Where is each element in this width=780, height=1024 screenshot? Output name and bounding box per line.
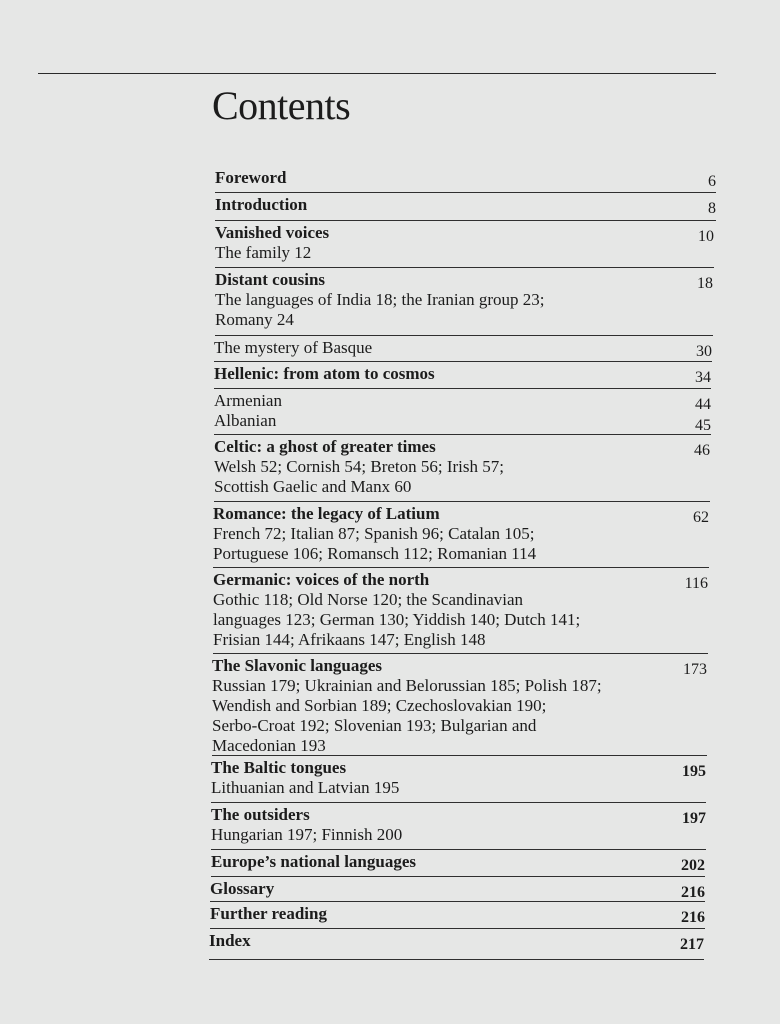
toc-entry bbox=[215, 268, 713, 336]
toc-subentries: The family 12 bbox=[215, 243, 312, 262]
toc-subentries: Welsh 52; Cornish 54; Breton 56; Irish 57; bbox=[214, 457, 504, 476]
page-number: 34 bbox=[695, 369, 711, 386]
toc-entry bbox=[215, 193, 716, 221]
toc-entry bbox=[210, 902, 705, 929]
page-number: 116 bbox=[684, 575, 708, 592]
toc-entry bbox=[211, 850, 705, 877]
toc-heading: Further reading bbox=[210, 904, 327, 923]
toc-entry bbox=[212, 654, 707, 756]
page-number: 197 bbox=[682, 810, 706, 827]
toc-heading: The outsiders bbox=[211, 805, 310, 824]
page-number: 195 bbox=[682, 763, 706, 780]
toc-heading: Europe’s national languages bbox=[211, 852, 416, 871]
toc-subentries: Romany 24 bbox=[215, 310, 294, 329]
toc-entry bbox=[214, 362, 711, 389]
toc-entry bbox=[214, 336, 712, 362]
toc-subentries: The mystery of Basque bbox=[214, 338, 373, 357]
page-number: 45 bbox=[695, 417, 711, 434]
top-rule bbox=[38, 73, 716, 74]
toc-heading: Introduction bbox=[215, 195, 308, 214]
page-number: 173 bbox=[683, 661, 707, 678]
toc-subentries: Lithuanian and Latvian 195 bbox=[211, 778, 400, 797]
page-title: Contents bbox=[212, 83, 351, 128]
page-number: 8 bbox=[708, 200, 716, 217]
toc-subentries: Russian 179; Ukrainian and Belorussian 185; Polish 187; bbox=[212, 676, 602, 695]
toc-heading: Germanic: voices of the north bbox=[213, 570, 430, 589]
toc-subentries: Serbo-Croat 192; Slovenian 193; Bulgarian and bbox=[212, 716, 537, 735]
toc-entry bbox=[213, 502, 709, 568]
toc-subentries: Wendish and Sorbian 189; Czechoslovakian 190; bbox=[212, 696, 547, 715]
page-number: 46 bbox=[694, 442, 710, 459]
page-number: 216 bbox=[681, 884, 705, 901]
toc-entry bbox=[210, 877, 705, 902]
toc-entry bbox=[215, 166, 716, 193]
page-number: 6 bbox=[708, 173, 716, 190]
toc-entry bbox=[213, 568, 708, 654]
toc-entry bbox=[211, 756, 706, 803]
toc-heading: Romance: the legacy of Latium bbox=[213, 504, 440, 523]
page-number: 10 bbox=[698, 228, 714, 245]
toc-entry bbox=[214, 435, 710, 502]
page-number: 62 bbox=[693, 509, 709, 526]
toc-heading: Foreword bbox=[215, 168, 287, 187]
toc-subentries: Macedonian 193 bbox=[212, 736, 326, 755]
toc-heading: Vanished voices bbox=[215, 223, 330, 242]
toc-heading: The Slavonic languages bbox=[212, 656, 383, 675]
toc-entry bbox=[209, 929, 704, 960]
page-number: 217 bbox=[680, 936, 704, 953]
toc-entry bbox=[215, 221, 714, 268]
toc-entry bbox=[211, 803, 706, 850]
toc-subentries: Portuguese 106; Romansch 112; Romanian 114 bbox=[213, 544, 537, 563]
page-number: 202 bbox=[681, 857, 705, 874]
toc-subentries: Armenian bbox=[214, 391, 282, 410]
toc-subentries: languages 123; German 130; Yiddish 140; Dutch 141; bbox=[213, 610, 581, 629]
page-number: 44 bbox=[695, 396, 711, 413]
toc-subentries: Gothic 118; Old Norse 120; the Scandinavian bbox=[213, 590, 524, 609]
toc-subentries: Albanian bbox=[214, 411, 277, 430]
toc-subentries: Scottish Gaelic and Manx 60 bbox=[214, 477, 412, 496]
page-number: 216 bbox=[681, 909, 705, 926]
page-number: 30 bbox=[696, 343, 712, 360]
toc-heading: The Baltic tongues bbox=[211, 758, 347, 777]
page-number: 18 bbox=[697, 275, 713, 292]
toc-subentries: The languages of India 18; the Iranian group 23; bbox=[215, 290, 545, 309]
toc-heading: Glossary bbox=[210, 879, 275, 898]
toc-heading: Distant cousins bbox=[215, 270, 326, 289]
toc-subentries: Frisian 144; Afrikaans 147; English 148 bbox=[213, 630, 486, 649]
toc-heading: Hellenic: from atom to cosmos bbox=[214, 364, 435, 383]
toc-subentries: French 72; Italian 87; Spanish 96; Catalan 105; bbox=[213, 524, 535, 543]
toc-subentries: Hungarian 197; Finnish 200 bbox=[211, 825, 403, 844]
entry-divider bbox=[209, 959, 704, 960]
toc-heading: Index bbox=[209, 931, 251, 950]
toc-heading: Celtic: a ghost of greater times bbox=[214, 437, 436, 456]
toc-entry bbox=[214, 389, 711, 435]
